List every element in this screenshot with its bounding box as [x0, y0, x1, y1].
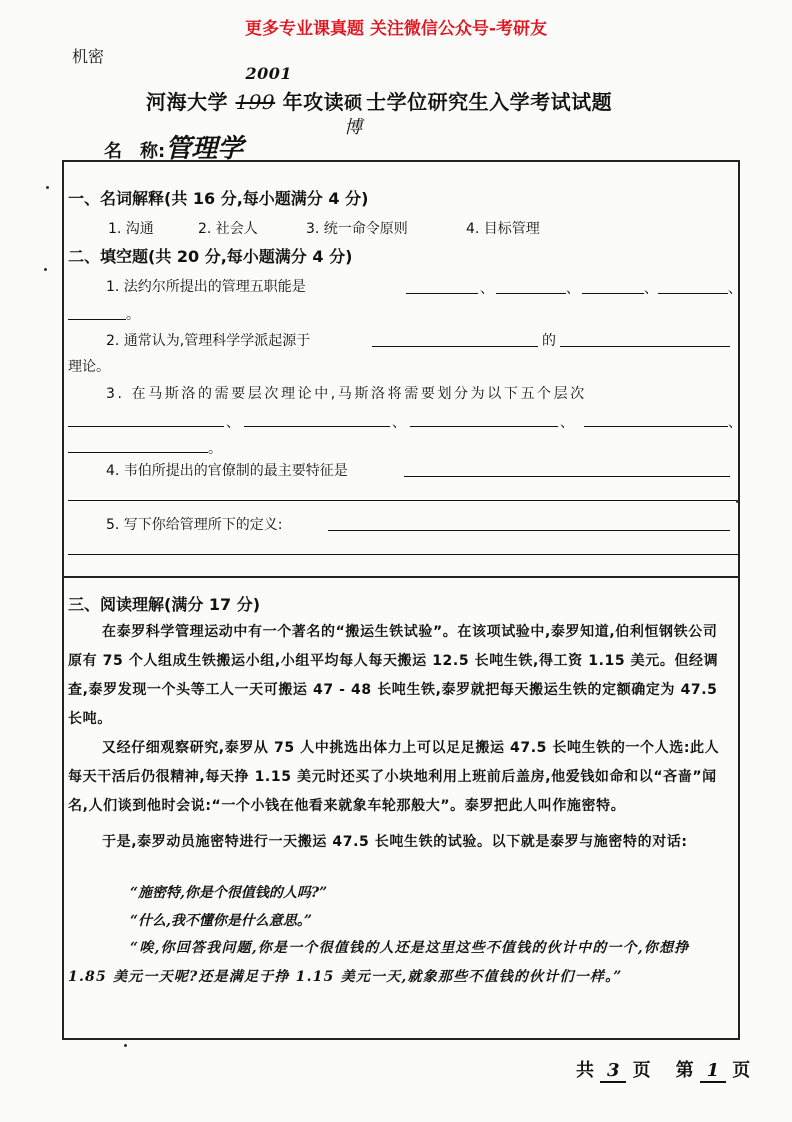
total-unit: 页 [632, 1060, 651, 1081]
exam-title [146, 64, 613, 138]
scan-speck [124, 1044, 127, 1047]
scan-speck [44, 268, 47, 271]
fill-q2-end: 理论。 [68, 359, 110, 375]
fill-q1: 1. 法约尔所提出的管理五职能是 [106, 279, 306, 295]
dialog-line-3: “唉,你回答我问题,你是一个很值钱的人还是这里这些不值钱的伙计中的一个,你想挣 1.85 美元一天呢?还是满足于挣 1.15 美元一天,就象那些不值钱的伙计们一样。” [68, 940, 690, 985]
subject-label: 名 称: [104, 141, 166, 162]
blank-q1-2[interactable] [496, 293, 566, 294]
scan-speck [736, 500, 739, 503]
fill-q4: 4. 韦伯所提出的官僚制的最主要特征是 [106, 463, 348, 479]
university-name: 河海大学 [146, 90, 228, 114]
blank-q1-4[interactable] [658, 293, 728, 294]
blank-q3-3[interactable] [410, 426, 558, 427]
period: 。 [126, 307, 140, 323]
page-unit: 页 [732, 1060, 751, 1081]
page-label: 第 [675, 1060, 694, 1081]
term-4: 4. 目标管理 [466, 221, 540, 237]
sep: 、 [728, 281, 742, 297]
blank-q3-4[interactable] [584, 426, 728, 427]
dialog-line-1: “施密特,你是个很值钱的人吗?” [130, 885, 328, 901]
fill-q3: 3. 在马斯洛的需要层次理论中,马斯洛将需要划分为以下五个层次 [106, 386, 587, 402]
sep: 、 [560, 415, 574, 431]
sep: 、 [644, 281, 658, 297]
section1-heading: 一、名词解释(共 16 分,每小题满分 4 分) [68, 189, 369, 208]
degree-doctor: 博 [344, 117, 363, 138]
exam-year [235, 64, 292, 114]
year-handwritten: 2001 [245, 64, 292, 83]
banner-promo: 更多专业课真题 关注微信公众号-考研友 [245, 19, 547, 39]
period: 。 [208, 441, 222, 457]
fill-q2-prefix: 2. 通常认为,管理科学学派起源于 [106, 333, 311, 349]
total-label: 共 [576, 1060, 594, 1081]
page-count [576, 1056, 750, 1083]
subject-value: 管理学 [165, 134, 244, 164]
fill-q2-mid: 的 [542, 333, 556, 349]
sep: 、 [392, 415, 406, 431]
sep: 、 [226, 415, 240, 431]
sep: 、 [728, 415, 742, 431]
sep: 、 [480, 281, 494, 297]
section2-heading: 二、填空题(共 20 分,每小题满分 4 分) [68, 247, 353, 266]
section-divider [62, 576, 740, 578]
title-rest: 士学位研究生入学考试试题 [366, 90, 613, 114]
blank-q2-2[interactable] [560, 346, 730, 347]
reading-paragraph-3: 于是,泰罗动员施密特进行一天搬运 47.5 长吨生铁的试验。以下就是泰罗与施密特的对话: [102, 834, 688, 850]
year-suffix: 年攻读 [282, 90, 345, 114]
degree-master: 硕 [344, 93, 363, 114]
term-2: 2. 社会人 [198, 221, 258, 237]
blank-q4-2[interactable] [68, 500, 740, 501]
reading-paragraph-2: 又经仔细观察研究,泰罗从 75 人中挑选出体力上可以足足搬运 47.5 长吨生铁的一个人选:此人每天干活后仍很精神,每天挣 1.15 美元时还买了小块地利用上班前后盖房,他爱钱如命和以“吝啬”闻名,人们谈到他时会说:“一个小钱在他看来就象车轮那般大”。泰罗把此人叫作施密特。 [68, 740, 720, 814]
blank-q5-2[interactable] [68, 554, 740, 555]
term-1: 1. 沟通 [108, 221, 154, 237]
year-printed: 199 [235, 90, 276, 114]
total-pages: 3 [600, 1060, 626, 1083]
secret-label: 机密 [72, 47, 105, 66]
section3-heading: 三、阅读理解(满分 17 分) [68, 595, 261, 614]
blank-q3-1[interactable] [68, 426, 224, 427]
blank-q4-1[interactable] [404, 476, 730, 477]
blank-q1-5[interactable] [68, 319, 126, 320]
sep: 、 [566, 281, 580, 297]
page-number: 1 [700, 1060, 726, 1083]
blank-q5-1[interactable] [328, 530, 730, 531]
dialog-line-2: “什么,我不懂你是什么意思。” [130, 913, 312, 929]
blank-q1-1[interactable] [406, 293, 478, 294]
fill-q5: 5. 写下你给管理所下的定义: [106, 517, 283, 533]
scan-speck [46, 186, 49, 189]
term-3: 3. 统一命令原则 [306, 221, 408, 237]
blank-q2-1[interactable] [372, 346, 538, 347]
blank-q3-2[interactable] [244, 426, 390, 427]
reading-paragraph-1: 在泰罗科学管理运动中有一个著名的“搬运生铁试验”。在该项试验中,泰罗知道,伯利恒钢铁公司原有 75 个人组成生铁搬运小组,小组平均每人每天搬运 12.5 长吨生铁,得工资 1.15 美元。但经调查,泰罗发现一个头等工人一天可搬运 47 - 48 长吨生铁,泰罗就把每天搬运生铁的定额确定为 47.5 长吨。 [68, 624, 719, 727]
blank-q1-3[interactable] [582, 293, 644, 294]
blank-q3-5[interactable] [68, 452, 208, 453]
